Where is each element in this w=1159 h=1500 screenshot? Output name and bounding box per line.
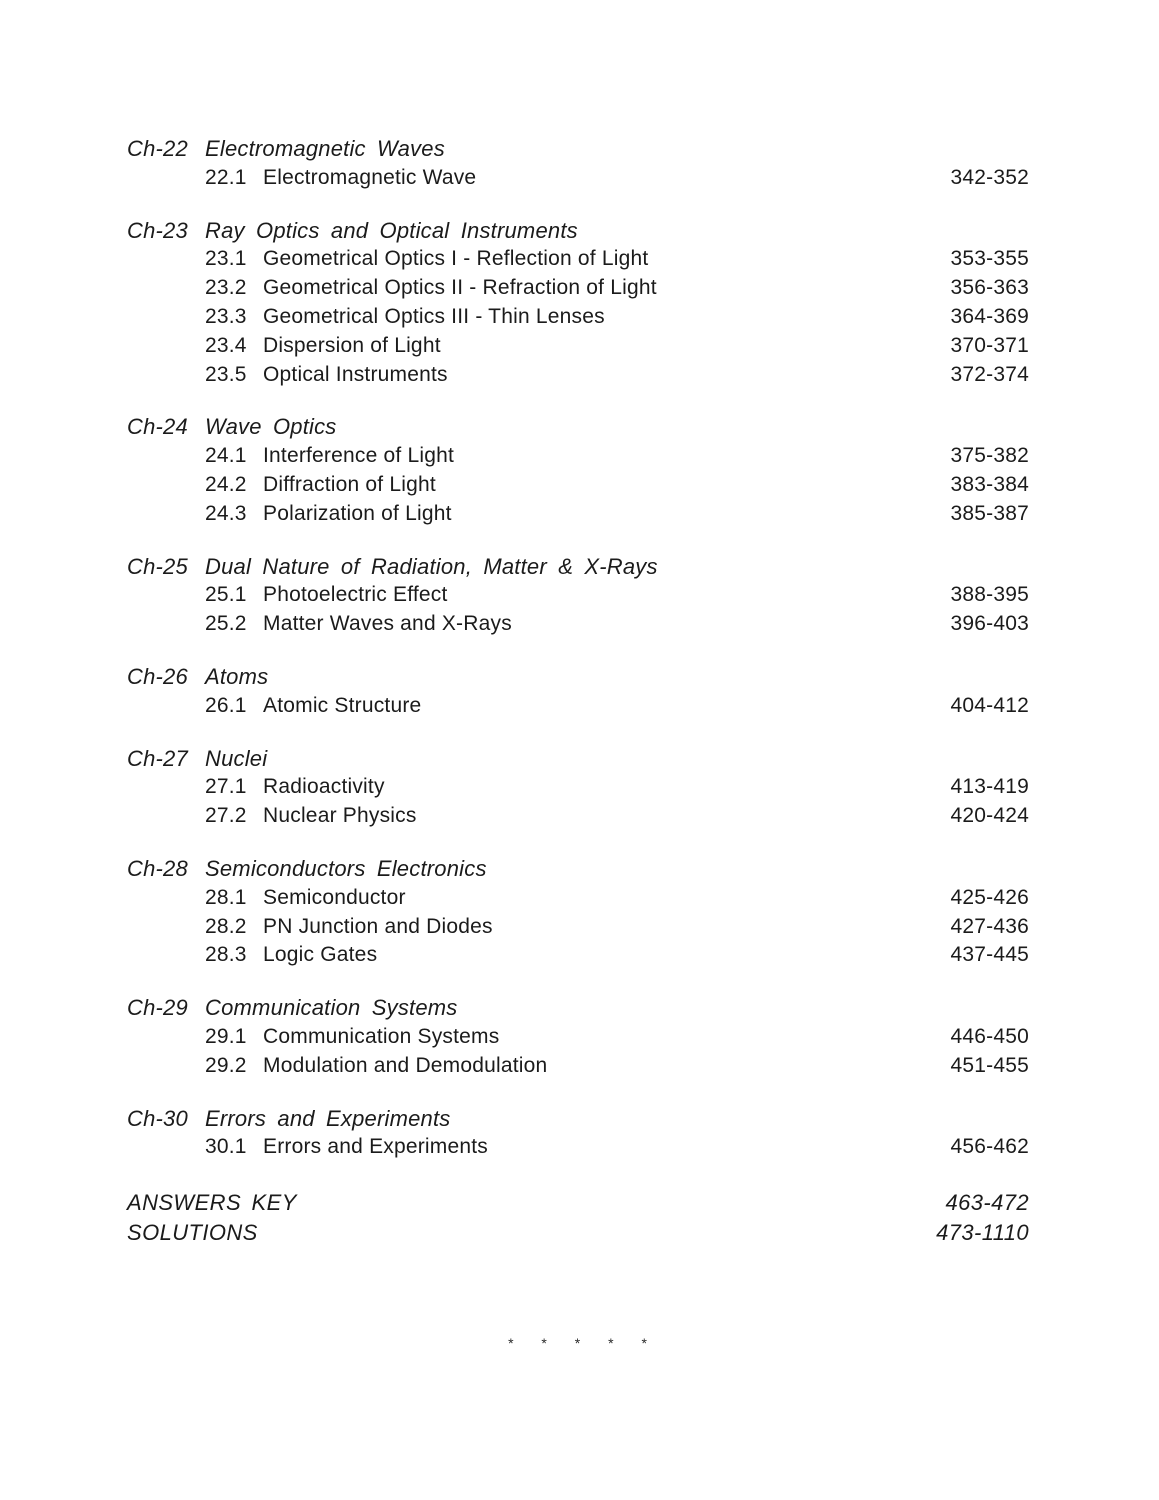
section-row [127,692,1029,721]
section-pages: 370-371 [950,333,1029,357]
answers-key-row [127,1188,1029,1218]
section-row [127,245,1029,274]
chapter-block [127,855,1029,970]
section-row [127,913,1029,942]
chapter-title: Nuclei [205,745,268,771]
section-pages: 456-462 [950,1135,1029,1159]
chapter-id: Ch-30 [127,1105,188,1131]
section-number: 24.3 [205,501,247,525]
section-number: 28.2 [205,914,247,938]
chapter-block [127,994,1029,1080]
section-number: 23.2 [205,276,247,300]
section-row [127,581,1029,610]
chapter-heading [127,413,1029,442]
chapter-block [127,745,1029,831]
section-number: 23.5 [205,362,247,386]
section-title: Geometrical Optics II - Refraction of Light [263,276,657,300]
chapter-id: Ch-24 [127,414,188,440]
footer-block [127,1188,1029,1247]
section-title: Optical Instruments [263,362,448,386]
section-pages: 396-403 [950,612,1029,636]
section-title: Modulation and Demodulation [263,1053,548,1077]
section-row [127,941,1029,970]
chapter-heading [127,1105,1029,1134]
answers-key-pages: 463-472 [945,1190,1029,1216]
section-number: 30.1 [205,1135,247,1159]
section-pages: 372-374 [950,362,1029,386]
section-row [127,773,1029,802]
section-title: Geometrical Optics III - Thin Lenses [263,304,605,328]
section-pages: 446-450 [950,1024,1029,1048]
section-row [127,303,1029,332]
chapter-title: Atoms [205,663,269,689]
chapter-block [127,135,1029,193]
section-row [127,274,1029,303]
section-title: Radioactivity [263,775,385,799]
section-title: Dispersion of Light [263,333,441,357]
chapter-id: Ch-29 [127,995,188,1021]
section-row [127,471,1029,500]
section-number: 29.2 [205,1053,247,1077]
section-number: 27.1 [205,775,247,799]
chapter-title: Communication Systems [205,995,458,1021]
section-number: 23.3 [205,304,247,328]
chapter-id: Ch-28 [127,855,188,881]
section-title: Matter Waves and X-Rays [263,612,512,636]
chapter-heading [127,663,1029,692]
chapter-id: Ch-25 [127,553,188,579]
chapter-title: Dual Nature of Radiation, Matter & X-Rays [205,553,658,579]
chapter-title: Semiconductors Electronics [205,855,487,881]
section-pages: 375-382 [950,444,1029,468]
section-row [127,442,1029,471]
section-number: 29.1 [205,1024,247,1048]
chapter-block [127,663,1029,721]
chapter-block [127,413,1029,528]
section-number: 24.2 [205,472,247,496]
section-pages: 385-387 [950,501,1029,525]
section-number: 25.1 [205,583,247,607]
chapter-heading [127,994,1029,1023]
end-mark: * * * * * [508,1335,648,1352]
chapter-heading [127,553,1029,582]
section-title: Errors and Experiments [263,1135,488,1159]
section-pages: 388-395 [950,583,1029,607]
section-title: Logic Gates [263,943,378,967]
section-title: Atomic Structure [263,693,422,717]
section-row [127,1023,1029,1052]
section-title: Semiconductor [263,885,406,909]
section-number: 26.1 [205,693,247,717]
section-pages: 437-445 [950,943,1029,967]
section-pages: 413-419 [950,775,1029,799]
section-pages: 383-384 [950,472,1029,496]
chapter-block [127,553,1029,639]
section-pages: 342-352 [950,165,1029,189]
solutions-row [127,1218,1029,1248]
section-pages: 353-355 [950,247,1029,271]
section-row [127,610,1029,639]
section-number: 23.4 [205,333,247,357]
chapter-block [127,1105,1029,1163]
section-title: PN Junction and Diodes [263,914,493,938]
section-number: 23.1 [205,247,247,271]
section-title: Polarization of Light [263,501,452,525]
chapter-heading [127,855,1029,884]
section-row [127,884,1029,913]
chapter-title: Ray Optics and Optical Instruments [205,217,578,243]
section-pages: 425-426 [950,885,1029,909]
answers-key-label: ANSWERS KEY [127,1190,297,1216]
section-pages: 427-436 [950,914,1029,938]
section-pages: 451-455 [950,1053,1029,1077]
chapter-heading [127,217,1029,246]
chapter-id: Ch-23 [127,217,188,243]
chapter-id: Ch-22 [127,136,188,161]
section-title: Geometrical Optics I - Reflection of Light [263,247,649,271]
section-row [127,361,1029,390]
chapter-id: Ch-26 [127,663,188,689]
section-number: 24.1 [205,444,247,468]
section-row [127,802,1029,831]
section-title: Interference of Light [263,444,454,468]
chapter-heading [127,745,1029,774]
section-title: Electromagnetic Wave [263,165,477,189]
section-row [127,332,1029,361]
chapter-title: Wave Optics [205,414,337,440]
chapter-id: Ch-27 [127,745,188,771]
section-title: Nuclear Physics [263,804,417,828]
section-title: Diffraction of Light [263,472,436,496]
chapter-title: Errors and Experiments [205,1105,451,1131]
section-row [127,164,1029,193]
section-pages: 404-412 [950,693,1029,717]
solutions-pages: 473-1110 [936,1219,1029,1245]
chapter-block [127,217,1029,390]
section-number: 28.3 [205,943,247,967]
section-row [127,500,1029,529]
section-pages: 364-369 [950,304,1029,328]
section-row [127,1133,1029,1162]
section-number: 28.1 [205,885,247,909]
section-number: 25.2 [205,612,247,636]
section-pages: 356-363 [950,276,1029,300]
chapter-title: Electromagnetic Waves [205,136,445,161]
section-number: 27.2 [205,804,247,828]
section-title: Photoelectric Effect [263,583,448,607]
chapter-heading [127,135,1029,164]
solutions-label: SOLUTIONS [127,1219,258,1245]
section-row [127,1052,1029,1081]
section-title: Communication Systems [263,1024,500,1048]
section-pages: 420-424 [950,804,1029,828]
section-number: 22.1 [205,165,247,189]
